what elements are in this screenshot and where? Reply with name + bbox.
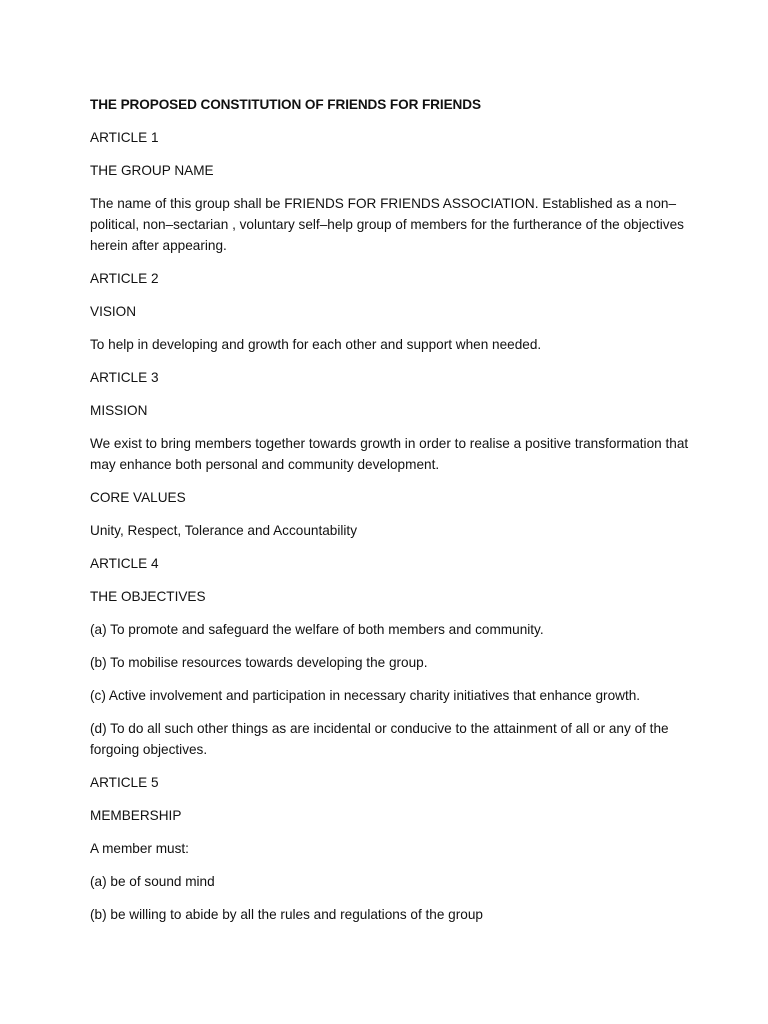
objective-a: (a) To promote and safeguard the welfare of both members and community. xyxy=(90,622,544,637)
document-page xyxy=(90,94,690,937)
objectives-heading: THE OBJECTIVES xyxy=(90,589,206,604)
membership-heading: MEMBERSHIP xyxy=(90,808,182,823)
membership-b: (b) be willing to abide by all the rules and regulations of the group xyxy=(90,907,483,922)
article-4-heading: ARTICLE 4 xyxy=(90,556,159,571)
mission-heading: MISSION xyxy=(90,403,148,418)
objective-b: (b) To mobilise resources towards developing the group. xyxy=(90,655,428,670)
vision-paragraph: To help in developing and growth for each other and support when needed. xyxy=(90,337,542,352)
membership-intro: A member must: xyxy=(90,841,189,856)
objective-d: (d) To do all such other things as are incidental or conducive to the attainment of all or any of the forgoing objectives. xyxy=(90,721,669,757)
article-2-heading: ARTICLE 2 xyxy=(90,271,159,286)
article-5-heading: ARTICLE 5 xyxy=(90,775,159,790)
vision-heading: VISION xyxy=(90,304,137,319)
article-3-heading: ARTICLE 3 xyxy=(90,370,159,385)
core-values-paragraph: Unity, Respect, Tolerance and Accountability xyxy=(90,523,357,538)
membership-a: (a) be of sound mind xyxy=(90,874,215,889)
group-name-paragraph: The name of this group shall be FRIENDS FOR FRIENDS ASSOCIATION. Established as a non–political, non–sectarian , voluntary self–help group of members for the furtherance of the objectives herein after appearing. xyxy=(90,196,684,253)
article-1-heading: ARTICLE 1 xyxy=(90,130,159,145)
objective-c: (c) Active involvement and participation in necessary charity initiatives that enhance growth. xyxy=(90,688,641,703)
group-name-heading: THE GROUP NAME xyxy=(90,163,214,178)
mission-paragraph: We exist to bring members together towards growth in order to realise a positive transformation that may enhance both personal and community development. xyxy=(90,436,689,472)
core-values-heading: CORE VALUES xyxy=(90,490,186,505)
document-title: THE PROPOSED CONSTITUTION OF FRIENDS FOR FRIENDS xyxy=(90,97,481,112)
